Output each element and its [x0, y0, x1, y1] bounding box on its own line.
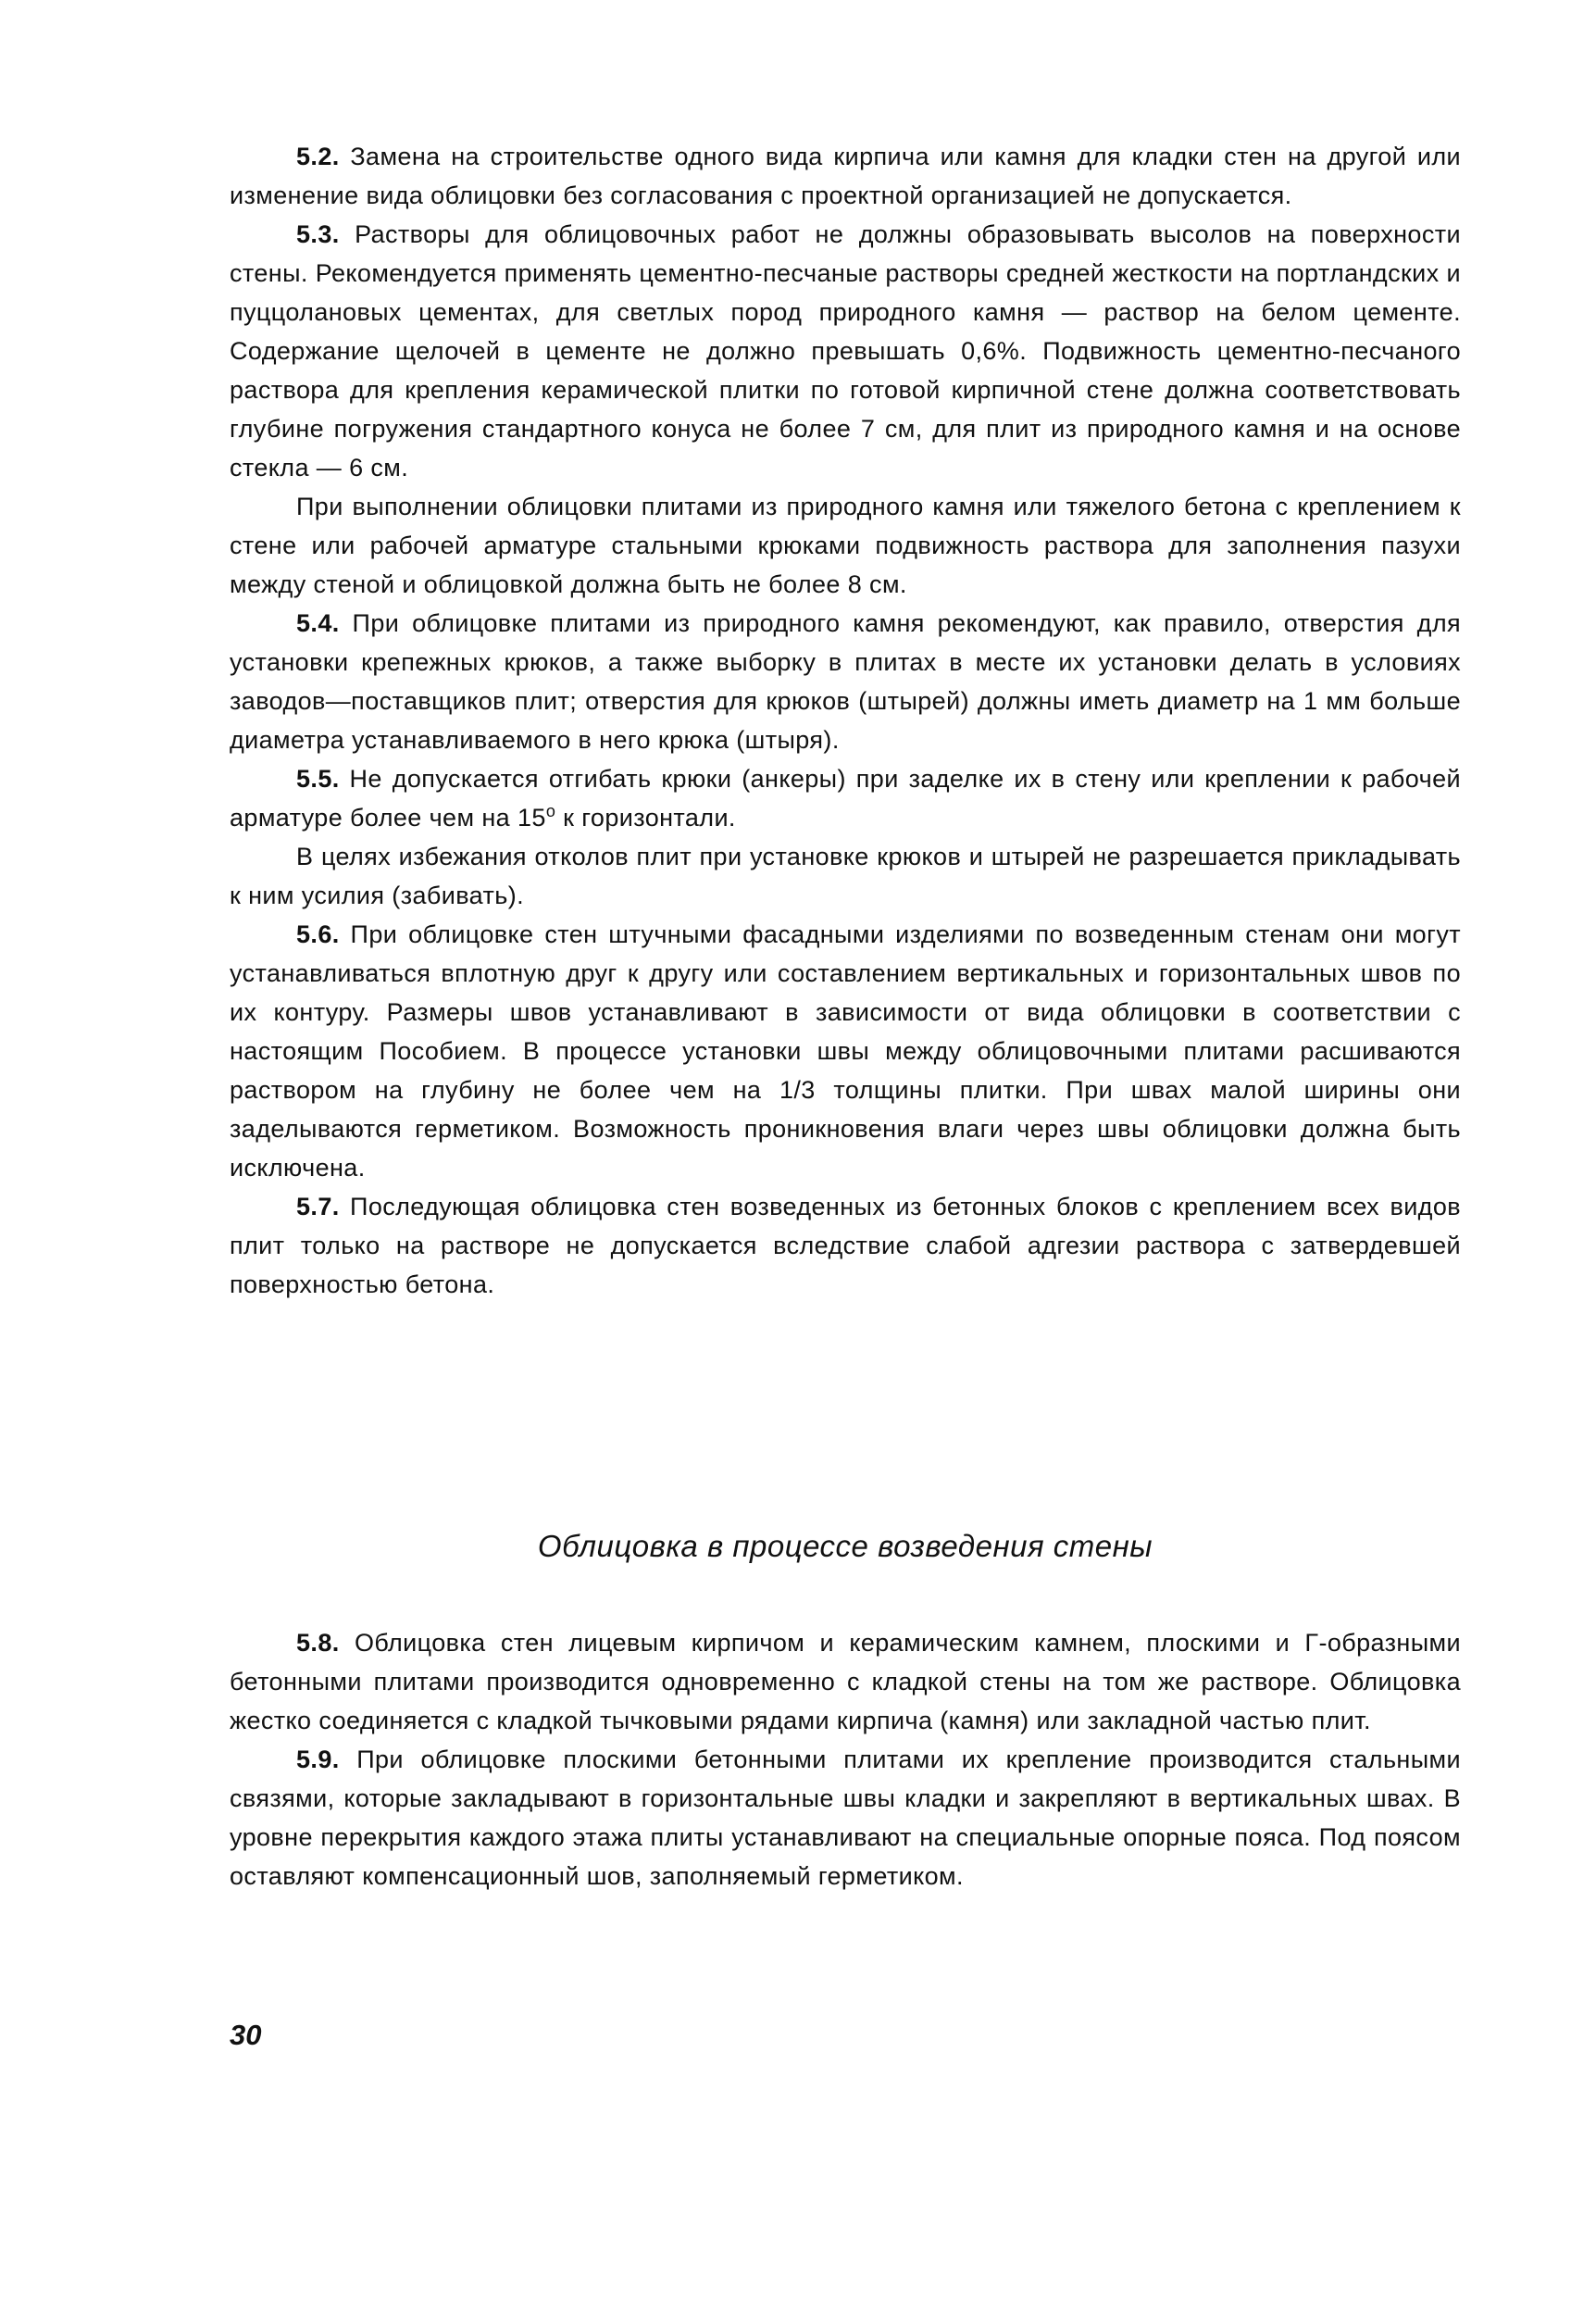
section-heading: Облицовка в процессе возведения стены [537, 1529, 1153, 1563]
clause-number: 5.2. [296, 143, 340, 170]
paragraph-5-4 [230, 604, 1461, 759]
paragraph-text: При облицовке стен штучными фасадными изделиями по возведенным стенам они могут устанавливаться вплотную друг к другу или составлением вертикальных и горизонтальных швов по их контуру. Размеры швов устанавливают в зависимости от вида облицовки в соответствии с настоящим Пособием. В процессе установки швы между облицовочными плитами расшиваются раствором на глубину не более чем на 1/3 толщины плитки. При швах малой ширины они заделываются герметиком. Возможность проникновения влаги через швы облицовки должна быть исключена. [230, 920, 1461, 1182]
paragraph-text: В целях избежания отколов плит при установке крюков и штырей не разрешается прикладывать к ним усилия (забивать). [230, 843, 1461, 909]
clause-number: 5.3. [296, 220, 340, 248]
paragraph-5-5 [230, 759, 1461, 837]
clause-number: 5.9. [296, 1746, 340, 1773]
paragraph-5-5-continued [230, 837, 1461, 915]
paragraph-text: Замена на строительстве одного вида кирпича или камня для кладки стен на другой или изменение вида облицовки без согласования с проектной организацией не допускается. [230, 143, 1461, 209]
clause-number: 5.8. [296, 1629, 340, 1657]
paragraph-text: Не допускается отгибать крюки (анкеры) при заделке их в стену или креплении к рабочей арматуре более чем на 15 [230, 765, 1461, 832]
paragraph-5-9 [230, 1740, 1461, 1896]
paragraph-5-2 [230, 137, 1461, 215]
page-number: 30 [230, 2019, 262, 2051]
paragraph-5-7 [230, 1187, 1461, 1304]
clause-number: 5.5. [296, 765, 340, 793]
paragraph-text: Облицовка стен лицевым кирпичом и керамическим камнем, плоскими и Г-образными бетонными плитами производится одновременно с кладкой стены на том же растворе. Облицовка жестко соединяется с кладкой тычковыми рядами кирпича (камня) или закладной частью плит. [230, 1629, 1461, 1734]
paragraph-5-3 [230, 215, 1461, 487]
paragraph-5-3-continued [230, 487, 1461, 604]
paragraph-text-tail: к горизонтали. [555, 804, 736, 832]
paragraph-text: Последующая облицовка стен возведенных из бетонных блоков с креплением всех видов плит только на растворе не допускается вследствие слабой адгезии раствора с затвердевшей поверхностью бетона. [230, 1193, 1461, 1298]
body-text-bottom [230, 1623, 1461, 1896]
paragraph-text: Растворы для облицовочных работ не должны образовывать высолов на поверхности стены. Рекомендуется применять цементно-песчаные растворы средней жесткости на портландских и пуццолановых цементах, для светлых пород природного камня — раствор на белом цементе. Содержание щелочей в цементе не должно превышать 0,6%. Подвижность цементно-песчаного раствора для крепления керамической плитки по готовой кирпичной стене должна соответствовать глубине погружения стандартного конуса не более 7 см, для плит из природного камня и на основе стекла — 6 см. [230, 220, 1461, 482]
clause-number: 5.4. [296, 609, 340, 637]
clause-number: 5.7. [296, 1193, 340, 1220]
paragraph-text: При выполнении облицовки плитами из природного камня или тяжелого бетона с креплением к стене или рабочей арматуре стальными крюками подвижность раствора для заполнения пазухи между стеной и облицовкой должна быть не более 8 см. [230, 493, 1461, 598]
paragraph-text: При облицовке плитами из природного камня рекомендуют, как правило, отверстия для установки крепежных крюков, а также выборку в плитах в месте их установки делать в условиях заводов—поставщиков плит; отверстия для крюков (штырей) должны иметь диаметр на 1 мм больше диаметра устанавливаемого в него крюка (штыря). [230, 609, 1461, 754]
degree-superscript: о [545, 802, 556, 820]
clause-number: 5.6. [296, 920, 340, 948]
paragraph-5-8 [230, 1623, 1461, 1740]
paragraph-text: При облицовке плоскими бетонными плитами их крепление производится стальными связями, которые закладывают в горизонтальные швы кладки и закрепляют в вертикальных швах. В уровне перекрытия каждого этажа плиты устанавливают на специальные опорные пояса. Под поясом оставляют компенсационный шов, заполняемый герметиком. [230, 1746, 1461, 1890]
body-text-top [230, 137, 1461, 1304]
paragraph-5-6 [230, 915, 1461, 1187]
